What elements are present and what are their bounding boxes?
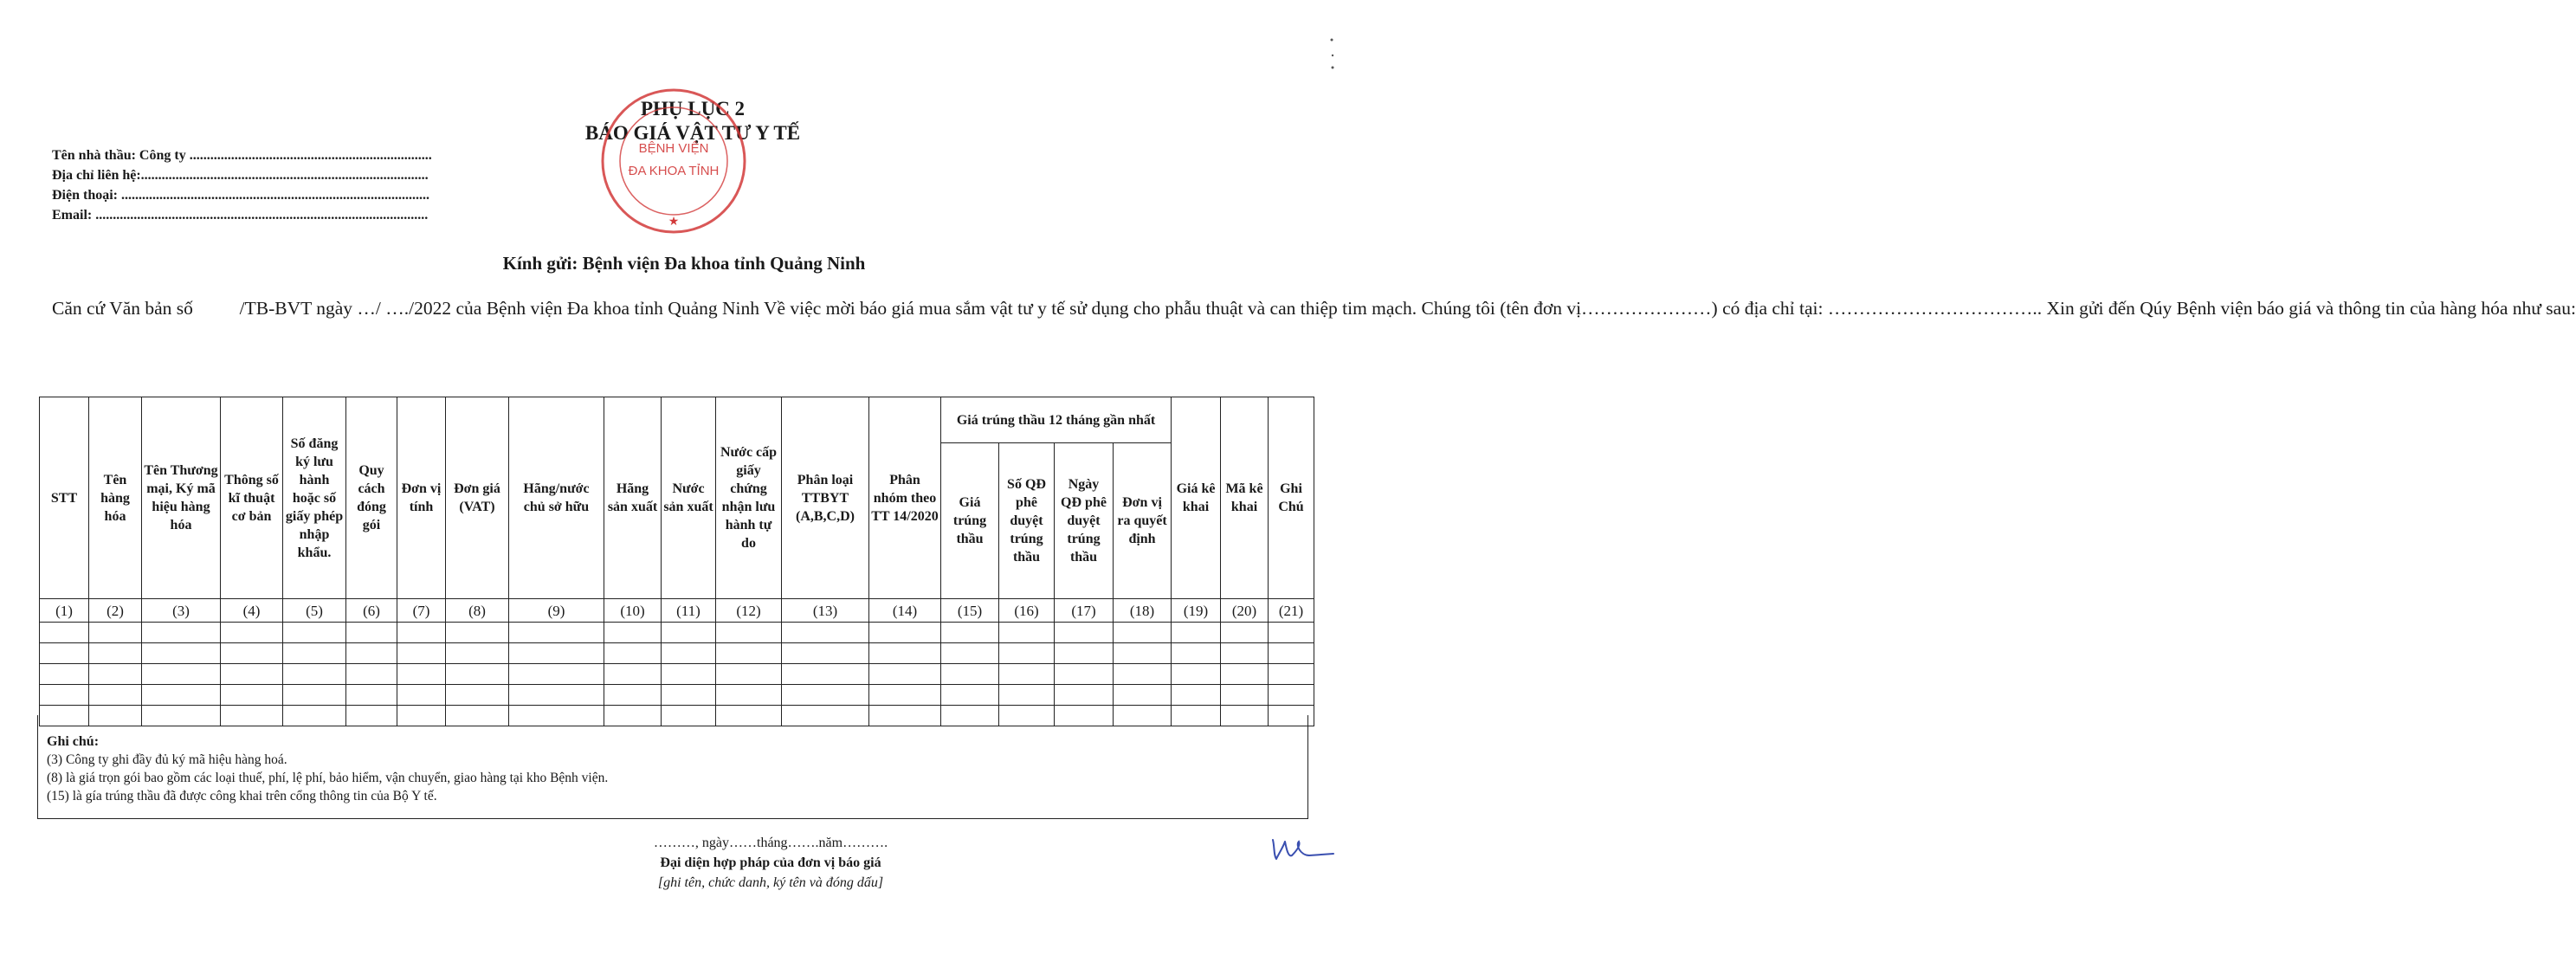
table-cell xyxy=(1269,685,1314,706)
table-cell xyxy=(346,685,397,706)
table-cell xyxy=(999,685,1055,706)
column-number: (17) xyxy=(1055,599,1114,623)
table-cell xyxy=(40,643,89,664)
header-ghi-chu: Ghi Chú xyxy=(1269,397,1314,599)
header-nuoc-san-xuat: Nước sản xuất xyxy=(662,397,716,599)
column-number: (20) xyxy=(1221,599,1269,623)
table-cell xyxy=(142,643,221,664)
table-cell xyxy=(142,623,221,643)
table-cell xyxy=(40,685,89,706)
table-cell xyxy=(446,643,509,664)
table-cell xyxy=(446,685,509,706)
table-cell xyxy=(1172,643,1221,664)
table-cell xyxy=(397,623,446,643)
header-so-qd: Số QĐ phê duyệt trúng thầu xyxy=(999,443,1055,599)
table-cell xyxy=(604,643,662,664)
column-number: (12) xyxy=(716,599,782,623)
table-cell xyxy=(999,623,1055,643)
column-number: (4) xyxy=(221,599,283,623)
table-cell xyxy=(509,643,604,664)
recipient-line: Kính gửi: Bệnh viện Đa khoa tỉnh Quảng Ninh xyxy=(502,253,866,274)
table-cell xyxy=(999,643,1055,664)
table-row xyxy=(40,643,1314,664)
contractor-info xyxy=(52,145,432,225)
table-cell xyxy=(283,664,346,685)
hospital-stamp xyxy=(599,87,748,236)
table-cell xyxy=(999,664,1055,685)
table-cell xyxy=(221,664,283,685)
table-cell xyxy=(1172,623,1221,643)
table-cell xyxy=(1221,664,1269,685)
quotation-table xyxy=(39,397,1314,726)
header-thong-so: Thông số kĩ thuật cơ bản xyxy=(221,397,283,599)
stamp-star-icon: ★ xyxy=(668,216,680,229)
table-cell xyxy=(1172,685,1221,706)
table-cell xyxy=(1221,685,1269,706)
table-cell xyxy=(221,685,283,706)
table-cell xyxy=(40,664,89,685)
table-cell xyxy=(1269,623,1314,643)
column-number: (15) xyxy=(941,599,999,623)
header-nuoc-cap-giay: Nước cấp giấy chứng nhận lưu hành tự do xyxy=(716,397,782,599)
column-number: (2) xyxy=(89,599,142,623)
header-phan-loai: Phân loại TTBYT (A,B,C,D) xyxy=(782,397,869,599)
table-cell xyxy=(1172,664,1221,685)
table-cell xyxy=(604,685,662,706)
signature-block xyxy=(554,833,987,893)
date-line: ………, ngày……tháng…….năm………. xyxy=(653,836,888,850)
header-gia-trung-thau-group: Giá trúng thầu 12 tháng gần nhất xyxy=(941,397,1172,443)
table-cell xyxy=(869,643,941,664)
table-cell xyxy=(1114,623,1172,643)
table-cell xyxy=(1269,664,1314,685)
column-number: (13) xyxy=(782,599,869,623)
header-quy-cach: Quy cách đóng gói xyxy=(346,397,397,599)
intro-paragraph xyxy=(52,297,2576,320)
table-cell xyxy=(1114,664,1172,685)
contractor-name: Tên nhà thầu: Công ty ...................................................................... xyxy=(52,148,432,163)
table-cell xyxy=(142,664,221,685)
table-cell xyxy=(89,664,142,685)
table-cell xyxy=(782,623,869,643)
column-number: (16) xyxy=(999,599,1055,623)
table-cell xyxy=(1114,643,1172,664)
handwritten-initials xyxy=(1266,829,1335,864)
header-don-gia: Đơn giá (VAT) xyxy=(446,397,509,599)
table-cell xyxy=(782,664,869,685)
header-gia-trung-thau: Giá trúng thầu xyxy=(941,443,999,599)
stamp-line-2: ĐA KHOA TỈNH xyxy=(628,164,720,178)
table-cell xyxy=(89,685,142,706)
table-cell xyxy=(869,685,941,706)
scan-marks xyxy=(1325,35,1342,78)
column-number: (7) xyxy=(397,599,446,623)
column-number: (21) xyxy=(1269,599,1314,623)
column-number: (3) xyxy=(142,599,221,623)
table-cell xyxy=(662,664,716,685)
header-gia-ke-khai: Giá kê khai xyxy=(1172,397,1221,599)
table-cell xyxy=(941,664,999,685)
table-cell xyxy=(509,685,604,706)
table-cell xyxy=(662,685,716,706)
header-phan-nhom: Phân nhóm theo TT 14/2020 xyxy=(869,397,941,599)
table-cell xyxy=(662,643,716,664)
table-cell xyxy=(509,623,604,643)
table-cell xyxy=(283,685,346,706)
table-row xyxy=(40,664,1314,685)
table-cell xyxy=(346,664,397,685)
table-cell xyxy=(716,664,782,685)
table-cell xyxy=(446,623,509,643)
contractor-address: Địa chỉ liên hệ:................................................................................... xyxy=(52,168,429,183)
intro-part-1: Căn cứ Văn bản số xyxy=(52,298,193,319)
header-stt: STT xyxy=(40,397,89,599)
stamp-line-1: BỆNH VIỆN xyxy=(638,141,709,156)
notes-title: Ghi chú: xyxy=(47,734,100,749)
table-cell xyxy=(283,623,346,643)
note-item: (3) Công ty ghi đầy đủ ký mã hiệu hàng hoá. xyxy=(47,752,287,767)
table-cell xyxy=(89,623,142,643)
table-cell xyxy=(941,643,999,664)
column-number: (8) xyxy=(446,599,509,623)
table-cell xyxy=(40,623,89,643)
note-item: (15) là gía trúng thầu đã được công khai trên cổng thông tin của Bộ Y tế. xyxy=(47,789,437,803)
table-cell xyxy=(782,643,869,664)
column-number: (5) xyxy=(283,599,346,623)
column-number: (6) xyxy=(346,599,397,623)
header-don-vi-tinh: Đơn vị tính xyxy=(397,397,446,599)
table-cell xyxy=(782,685,869,706)
table-cell xyxy=(604,664,662,685)
column-number: (19) xyxy=(1172,599,1221,623)
header-hang-san-xuat: Hãng sản xuất xyxy=(604,397,662,599)
table-cell xyxy=(509,664,604,685)
table-cell xyxy=(221,643,283,664)
table-cell xyxy=(1055,643,1114,664)
note-item: (8) là giá trọn gói bao gồm các loại thuế, phí, lệ phí, bảo hiểm, vận chuyển, giao hàng tại kho Bệnh viện. xyxy=(47,771,609,785)
table-cell xyxy=(221,623,283,643)
intro-part-2: /TB-BVT ngày …/ …./2022 của Bệnh viện Đa khoa tỉnh Quảng Ninh Về việc mời báo giá mua sắm vật tư y tế sử dụng cho phẫu thuật và can thiệp tim mạch. Chúng tôi (tên đơn vị…………………) có địa chỉ tại: …………………………….. Xin gửi đến Qúy Bệnh viện báo giá và thông tin của hàng hóa như sau: xyxy=(239,298,2576,319)
table-row xyxy=(40,685,1314,706)
table-cell xyxy=(446,664,509,685)
table-cell xyxy=(346,623,397,643)
contractor-phone: Điện thoại: ......................................................................................... xyxy=(52,188,429,203)
table-cell xyxy=(1221,623,1269,643)
representative-label: Đại diện hợp pháp của đơn vị báo giá xyxy=(660,855,881,870)
table-row xyxy=(40,623,1314,643)
table-cell xyxy=(869,623,941,643)
signature-instruction: [ghi tên, chức danh, ký tên và đóng dấu] xyxy=(657,875,884,890)
table-cell xyxy=(869,664,941,685)
table-cell xyxy=(397,643,446,664)
header-ten-hang-hoa: Tên hàng hóa xyxy=(89,397,142,599)
table-cell xyxy=(716,643,782,664)
table-cell xyxy=(1114,685,1172,706)
header-ma-ke-khai: Mã kê khai xyxy=(1221,397,1269,599)
table-cell xyxy=(941,685,999,706)
table-cell xyxy=(1055,664,1114,685)
table-cell xyxy=(142,685,221,706)
table-cell xyxy=(1055,623,1114,643)
header-ngay-qd: Ngày QĐ phê duyệt trúng thầu xyxy=(1055,443,1114,599)
header-hang-nuoc-chu-so-huu: Hãng/nước chủ sở hữu xyxy=(509,397,604,599)
table-cell xyxy=(716,623,782,643)
table-cell xyxy=(283,643,346,664)
table-cell xyxy=(716,685,782,706)
header-don-vi-qd: Đơn vị ra quyết định xyxy=(1114,443,1172,599)
column-number: (9) xyxy=(509,599,604,623)
table-cell xyxy=(346,643,397,664)
table-cell xyxy=(662,623,716,643)
header-ten-thuong-mai: Tên Thương mại, Ký mã hiệu hàng hóa xyxy=(142,397,221,599)
table-cell xyxy=(1269,643,1314,664)
appendix-label: PHỤ LỤC 2 xyxy=(640,98,746,119)
table-cell xyxy=(397,685,446,706)
table-cell xyxy=(89,643,142,664)
column-number-row xyxy=(40,599,1314,623)
column-number: (14) xyxy=(869,599,941,623)
column-number: (1) xyxy=(40,599,89,623)
column-number: (11) xyxy=(662,599,716,623)
table-cell xyxy=(604,623,662,643)
document-title: BÁO GIÁ VẬT TƯ Y TẾ xyxy=(584,122,801,144)
column-number: (10) xyxy=(604,599,662,623)
table-cell xyxy=(941,623,999,643)
header-so-dang-ky: Số đăng ký lưu hành hoặc số giấy phép nhập khẩu. xyxy=(283,397,346,599)
table-cell xyxy=(1221,643,1269,664)
table-cell xyxy=(1055,685,1114,706)
column-number: (18) xyxy=(1114,599,1172,623)
contractor-email: Email: ................................................................................................ xyxy=(52,208,429,223)
table-cell xyxy=(397,664,446,685)
notes-box xyxy=(37,715,1308,819)
